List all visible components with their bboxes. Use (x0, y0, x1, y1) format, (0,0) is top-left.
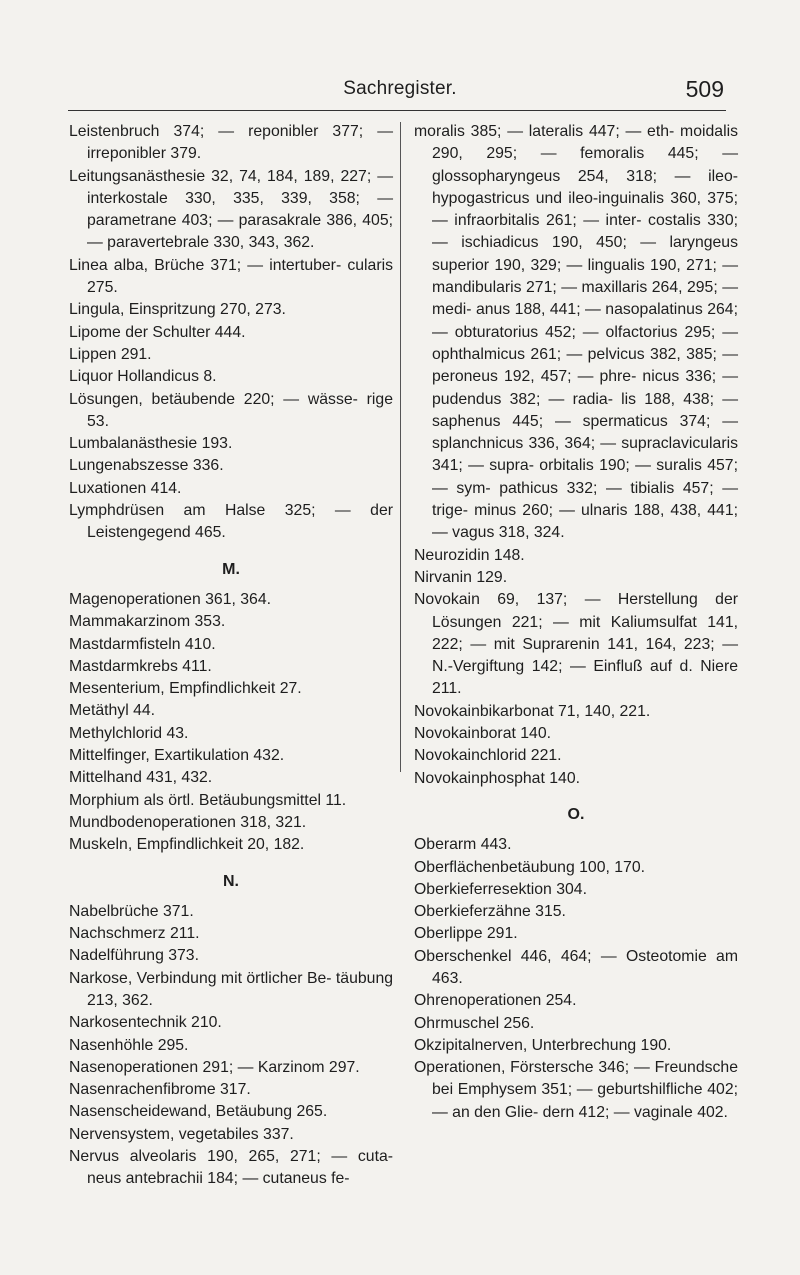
index-entry: Leitungsanästhesie 32, 74, 184, 189, 227; — interkostale 330, 335, 339, 358; — parametrane 403; — parasakrale 386, 405; — paravertebrale 330, 343, 362. (69, 167, 393, 252)
index-entry: Metäthyl 44. (69, 702, 156, 720)
index-entry: Morphium als örtl. Betäubungsmittel 11. (69, 791, 347, 809)
index-entry: Mammakarzinom 353. (69, 613, 226, 631)
index-entry: Oberkieferresektion 304. (414, 880, 587, 898)
index-entry: Novokainborat 140. (414, 725, 551, 743)
index-entry: Mesenterium, Empfindlichkeit 27. (69, 680, 302, 698)
index-entry: Ohrenoperationen 254. (414, 992, 577, 1010)
section-letter-n: N. (223, 872, 239, 890)
index-entry: Nachschmerz 211. (69, 925, 200, 943)
index-entry: Neurozidin 148. (414, 546, 525, 564)
index-entry: Novokainphosphat 140. (414, 769, 580, 787)
index-entry: Nervus alveolaris 190, 265, 271; — cuta- neus antebrachii 184; — cutaneus fe- (69, 1148, 393, 1188)
index-entry: Mastdarmkrebs 411. (69, 657, 212, 675)
index-entry: Mittelfinger, Exartikulation 432. (69, 747, 285, 765)
section-letter-o: O. (567, 805, 585, 823)
running-title: Sachregister. (343, 78, 457, 99)
index-entry: Linea alba, Brüche 371; — intertuber- cularis 275. (69, 256, 393, 297)
index-entry: Nabelbrüche 371. (69, 902, 194, 920)
page-number: 509 (685, 76, 724, 102)
index-group-o (414, 834, 738, 1124)
section-letter-m: M. (222, 560, 240, 578)
index-entry: Mittelhand 431, 432. (69, 769, 213, 787)
index-entry: Lingula, Einspritzung 270, 273. (69, 301, 286, 319)
index-entry: Muskeln, Empfindlichkeit 20, 182. (69, 836, 305, 854)
index-entry: Oberschenkel 446, 464; — Osteotomie am 463. (414, 947, 738, 987)
index-entry: Luxationen 414. (69, 479, 182, 497)
index-entry: Mastdarmfisteln 410. (69, 635, 216, 653)
index-entry: Oberflächenbetäubung 100, 170. (414, 858, 645, 876)
right-column (414, 121, 738, 1124)
index-entry: Lippen 291. (69, 345, 152, 363)
index-entry: Narkose, Verbindung mit örtlicher Be- täubung 213, 362. (69, 969, 394, 1009)
index-entry: Novokainchlorid 221. (414, 747, 562, 765)
index-entry: Lymphdrüsen am Halse 325; — der Leistengegend 465. (69, 502, 393, 542)
index-entry: Nervensystem, vegetabiles 337. (69, 1125, 294, 1143)
index-entry: Lipome der Schulter 444. (69, 323, 246, 341)
index-entry: Mundbodenoperationen 318, 321. (69, 813, 307, 831)
index-entry: Oberarm 443. (414, 836, 512, 854)
index-entry: Nadelführung 373. (69, 947, 199, 965)
index-entry: Oberlippe 291. (414, 925, 518, 943)
left-column (69, 121, 393, 1191)
index-group-n (69, 901, 393, 1191)
index-entry: Narkosentechnik 210. (69, 1014, 222, 1032)
index-entry: Okzipitalnerven, Unterbrechung 190. (414, 1036, 672, 1054)
index-entry: Lumbalanästhesie 193. (69, 435, 233, 453)
index-entry: Ohrmuschel 256. (414, 1014, 535, 1032)
index-entry: Operationen, Förstersche 346; — Freundsche bei Emphysem 351; — geburtshilfliche 402; — an den Glie- dern 412; — vaginale 402. (414, 1059, 738, 1121)
index-entry: moralis 385; — lateralis 447; — eth- moidalis 290, 295; — femoralis 445; — glossopharyngeus 254, 318; — ileo- hypogastricus und ileo-inguinalis 360, 375; — infraorbitalis 261; — inter- costalis 330; — ischiadicus 190, 450; — laryngeus superior 190, 329; — lingualis 190, 271; — mandibularis 271; — maxillaris 264, 295; — medi- anus 188, 441; — nasopalatinus 264; — obturatorius 452; — olfactorius 295; — ophthalmicus 261; — pelvicus 382, 385; — peroneus 192, 457; — phre- nicus 336; — pudendus 382; — radia- lis 188, 438; — saphenus 445; — spermaticus 374; — splanchnicus 336, 364; — supraclavicularis 341; — supra- orbitalis 190; — suralis 457; — sym- pathicus 332; — tibialis 457; — trige- minus 260; — ulnaris 188, 438, 441; — vagus 318, 324. (414, 123, 738, 542)
index-entry: Nirvanin 129. (414, 568, 508, 586)
index-entry: Nasenscheidewand, Betäubung 265. (69, 1103, 328, 1121)
index-entry: Liquor Hollandicus 8. (69, 368, 217, 386)
header-rule (68, 110, 726, 111)
index-entry: Lungenabszesse 336. (69, 457, 224, 475)
page-header (0, 76, 800, 106)
index-entry: Methylchlorid 43. (69, 724, 189, 742)
column-divider (400, 122, 401, 772)
index-entry: Nasenhöhle 295. (69, 1036, 189, 1054)
index-group-nervus-cont (414, 121, 738, 790)
index-entry: Novokain 69, 137; — Herstellung der Lösungen 221; — mit Kaliumsulfat 141, 222; — mit Suprarenin 141, 164, 223; — N.-Vergiftung 142; — Einfluß auf d. Niere 211. (414, 591, 738, 698)
index-entry: Novokainbikarbonat 71, 140, 221. (414, 702, 651, 720)
index-entry: Nasenrachenfibrome 317. (69, 1081, 251, 1099)
index-entry: Leistenbruch 374; — reponibler 377; — irreponibler 379. (69, 123, 393, 163)
index-group-m (69, 589, 393, 857)
index-group-l (69, 121, 393, 545)
index-entry: Nasenoperationen 291; — Karzinom 297. (69, 1058, 360, 1076)
index-entry: Oberkieferzähne 315. (414, 903, 566, 921)
index-entry: Lösungen, betäubende 220; — wässe- rige 53. (69, 390, 393, 430)
index-entry: Magenoperationen 361, 364. (69, 590, 272, 608)
